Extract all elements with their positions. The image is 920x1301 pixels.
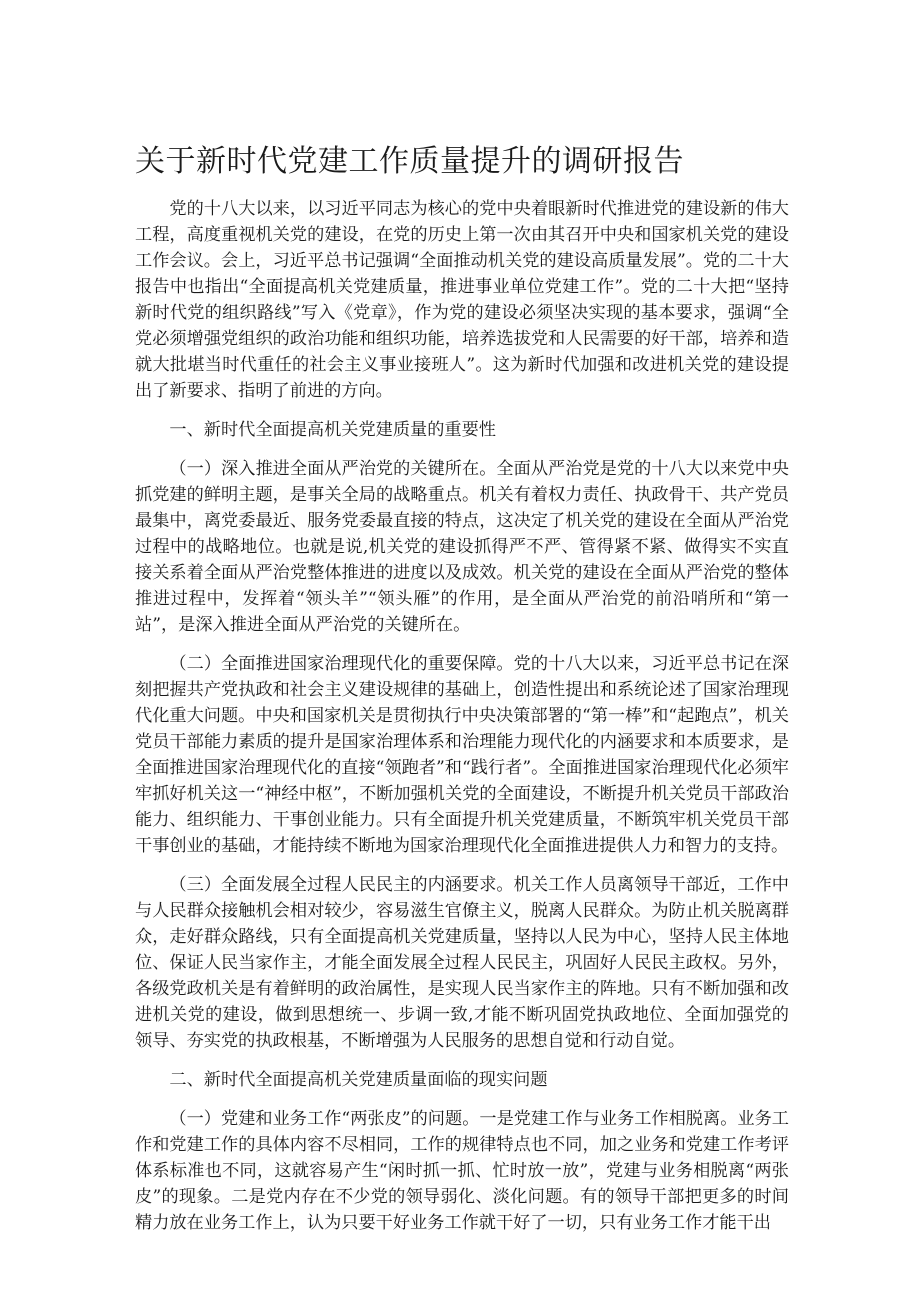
document-body <box>135 196 789 1249</box>
section-heading-1: 一、新时代全面提高机关党建质量的重要性 <box>169 420 496 440</box>
subsection-paragraph-2-1: （一）党建和业务工作“两张皮”的问题。一是党建工作与业务工作相脱离。业务工作和党建工作的具体内容不尽相同，工作的规律特点也不同，加之业务和党建工作考评体系标准也不同，这就容易产生“闲时抓一抓、忙时放一放”，党建与业务相脱离“两张皮”的现象。二是党内存在不少党的领导弱化、淡化问题。有的领导干部把更多的时间精力放在业务工作上，认为只要干好业务工作就干好了一切，只有业务工作才能干出 <box>135 1109 789 1233</box>
document-title: 关于新时代党建工作质量提升的调研报告 <box>135 144 684 179</box>
section-heading-2: 二、新时代全面提高机关党建质量面临的现实问题 <box>169 1070 548 1090</box>
subsection-paragraph-1-1: （一）深入推进全面从严治党的关键所在。全面从严治党是党的十八大以来党中央抓党建的鲜明主题，是事关全局的战略重点。机关有着权力责任、执政骨干、共产党员最集中，离党委最近、服务党委最直接的特点，这决定了机关党的建设在全面从严治党过程中的战略地位。也就是说,机关党的建设抓得严不严、管得紧不紧、做得实不实直接关系着全面从严治党整体推进的进度以及成效。机关党的建设在全面从严治党的整体推进过程中，发挥着“领头羊”“领头雁”的作用，是全面从严治党的前沿哨所和“第一站”，是深入推进全面从严治党的关键所在。 <box>135 459 789 635</box>
subsection-paragraph-1-2: （二）全面推进国家治理现代化的重要保障。党的十八大以来，习近平总书记在深刻把握共产党执政和社会主义建设规律的基础上，创造性提出和系统论述了国家治理现代化重大问题。中央和国家机关是贯彻执行中央决策部署的“第一棒”和“起跑点”，机关党员干部能力素质的提升是国家治理体系和治理能力现代化的内涵要求和本质要求，是全面推进国家治理现代化的直接“领跑者”和“践行者”。全面推进国家治理现代化必须牢牢抓好机关这一“神经中枢”，不断加强机关党的全面建设，不断提升机关党员干部政治能力、组织能力、干事创业能力。只有全面提升机关党建质量，不断筑牢机关党员干部干事创业的基础，才能持续不断地为国家治理现代化全面推进提供人力和智力的支持。 <box>135 654 789 856</box>
intro-paragraph: 党的十八大以来，以习近平同志为核心的党中央着眼新时代推进党的建设新的伟大工程，高度重视机关党的建设，在党的历史上第一次由其召开中央和国家机关党的建设工作会议。会上，习近平总书记强调“全面推动机关党的建设高质量发展”。党的二十大报告中也指出“全面提高机关党建质量，推进事业单位党建工作”。党的二十大把“坚持新时代党的组织路线”写入《党章》，作为党的建设必须坚决实现的基本要求，强调“全党必须增强党组织的政治功能和组织功能，培养选拔党和人民需要的好干部，培养和造就大批堪当时代重任的社会主义事业接班人”。这为新时代加强和改进机关党的建设提出了新要求、指明了前进的方向。 <box>135 199 789 401</box>
subsection-paragraph-1-3: （三）全面发展全过程人民民主的内涵要求。机关工作人员离领导干部近，工作中与人民群众接触机会相对较少，容易滋生官僚主义，脱离人民群众。为防止机关脱离群众，走好群众路线，只有全面提高机关党建质量，坚持以人民为中心，坚持人民主体地位、保证人民当家作主，才能全面发展全过程人民民主，巩固好人民民主政权。另外，各级党政机关是有着鲜明的政治属性，是实现人民当家作主的阵地。只有不断加强和改进机关党的建设，做到思想统一、步调一致,才能不断巩固党执政地位、全面加强党的领导、夯实党的执政根基，不断增强为人民服务的思想自觉和行动自觉。 <box>135 875 789 1051</box>
